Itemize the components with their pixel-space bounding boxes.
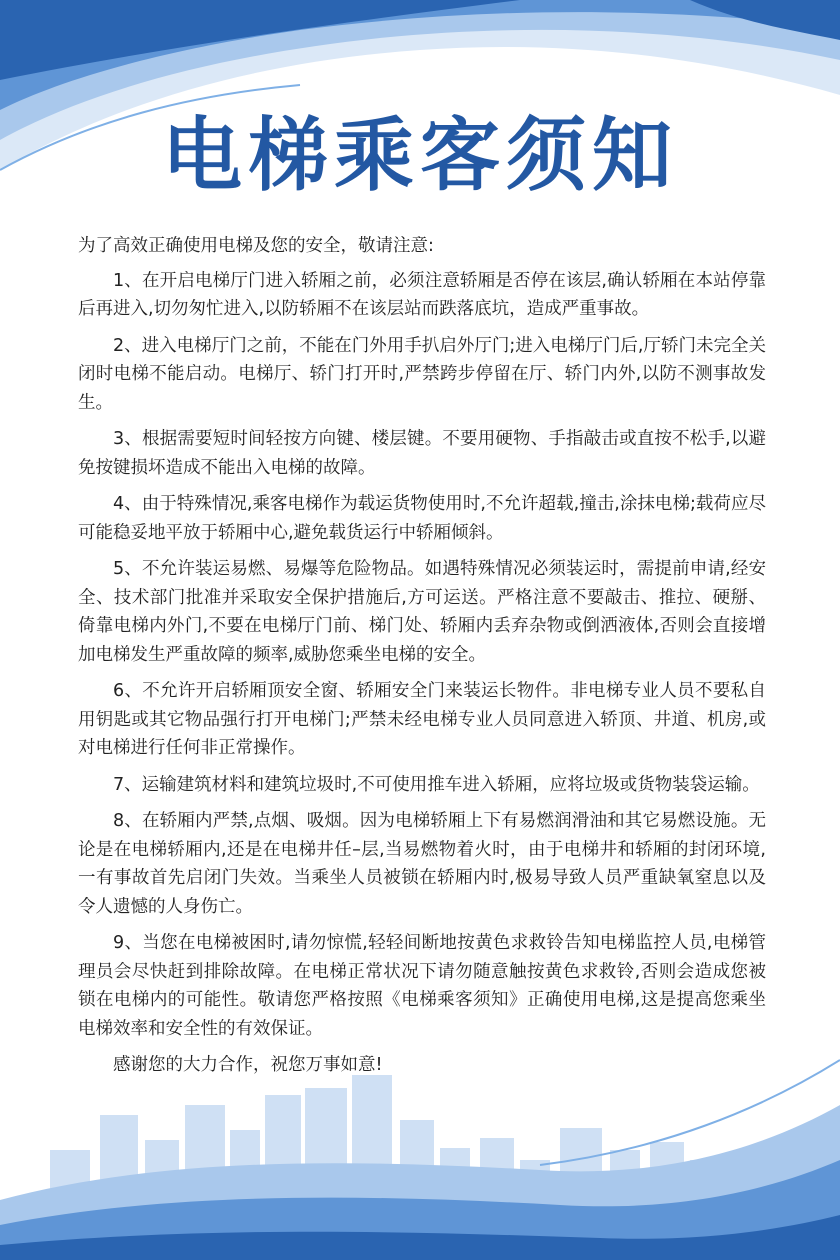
rule-item: 5、不允许装运易燃、易爆等危险物品。如遇特殊情况必须装运时，需提前申请,经安全、技术部门批准并采取安全保护措施后,方可运送。严格注意不要敲击、推拉、硬掰、倚靠电梯内外门,不要在电梯厅门前、梯门处、轿厢内丢弃杂物或倒洒液体,否则会直接增加电梯发生严重故障的频率,威胁您乘坐电梯的安全。 (78, 559, 766, 665)
rule-item: 7、运输建筑材料和建筑垃圾时,不可使用推车进入轿厢，应将垃圾或货物装袋运输。 (113, 774, 760, 795)
page-title: 电梯乘客须知 (162, 109, 678, 202)
rule-item: 9、当您在电梯被困时,请勿惊慌,轻轻间断地按黄色求救铃告知电梯监控人员,电梯管理员会尽快赶到排除故障。在电梯正常状况下请勿随意触按黄色求救铃,否则会造成您被锁在电梯内的可能性。敬请您严格按照《电梯乘客须知》正确使用电梯,这是提高您乘坐电梯效率和安全性的有效保证。 (78, 933, 766, 1039)
notice-body (78, 232, 766, 1088)
rule-item: 1、在开启电梯厅门进入轿厢之前，必须注意轿厢是否停在该层,确认轿厢在本站停靠后再进入,切勿匆忙进入,以防轿厢不在该层站而跌落底坑，造成严重事故。 (78, 270, 766, 319)
closing-text: 感谢您的大力合作，祝您万事如意! (113, 1055, 383, 1075)
rule-item: 2、进入电梯厅门之前，不能在门外用手扒启外厅门;进入电梯厅门后,厅轿门未完全关闭时电梯不能启动。电梯厅、轿门打开时,严禁跨步停留在厅、轿门内外,以防不测事故发生。 (78, 335, 766, 413)
rule-item: 4、由于特殊情况,乘客电梯作为载运货物使用时,不允许超载,撞击,涂抹电梯;载荷应尽可能稳妥地平放于轿厢中心,避免载货运行中轿厢倾斜。 (78, 494, 766, 543)
rule-item: 6、不允许开启轿厢顶安全窗、轿厢安全门来装运长物件。非电梯专业人员不要私自用钥匙或其它物品强行打开电梯门;严禁未经电梯专业人员同意进入轿顶、井道、机房,或对电梯进行任何非正常操作。 (78, 681, 766, 758)
rule-item: 3、根据需要短时间轻按方向键、楼层键。不要用硬物、手指敲击或直按不松手,以避免按键损坏造成不能出入电梯的故障。 (78, 429, 766, 478)
intro-text: 为了高效正确使用电梯及您的安全，敬请注意: (78, 236, 434, 256)
rule-item: 8、在轿厢内严禁,点烟、吸烟。因为电梯轿厢上下有易燃润滑油和其它易燃设施。无论是在电梯轿厢内,还是在电梯井任–层,当易燃物着火时，由于电梯井和轿厢的封闭环境,一有事故首先启闭门失效。当乘坐人员被锁在轿厢内时,极易导致人员严重缺氧窒息以及令人遗憾的人身伤亡。 (78, 811, 766, 917)
